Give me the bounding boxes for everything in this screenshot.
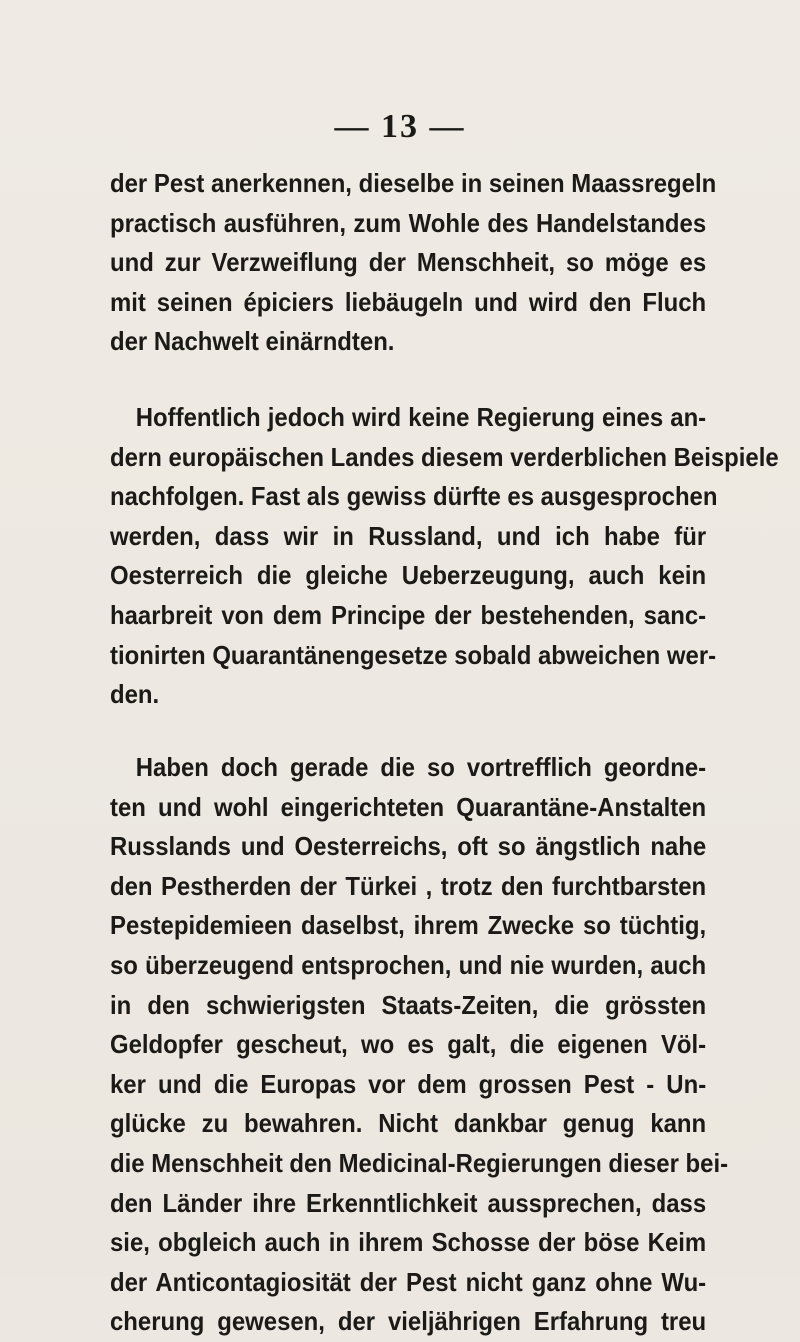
text-line: practisch ausführen, zum Wohle des Handelstandes xyxy=(110,207,707,238)
text-line: der Anticontagiosität der Pest nicht ganz ohne Wu- xyxy=(110,1266,707,1297)
page-number: — 13 — xyxy=(334,108,466,145)
text-line: Oesterreich die gleiche Ueberzeugung, auch kein xyxy=(110,560,707,591)
text-line: Haben doch gerade die so vortrefflich geordne- xyxy=(135,752,707,782)
text-line: Geldopfer gescheut, wo es galt, die eigenen Völ- xyxy=(110,1029,707,1060)
text-line: der Pest anerkennen, dieselbe in seinen Maassregeln xyxy=(110,168,717,198)
paragraph-1 xyxy=(110,164,717,362)
text-line: Russlands und Oesterreichs, oft so ängstlich nahe xyxy=(110,831,707,862)
text-line: dern europäischen Landes diesem verderblichen Beispiele xyxy=(110,441,779,472)
text-line: Pestepidemieen daselbst, ihrem Zwecke so tüchtig, xyxy=(110,910,707,941)
text-line: haarbreit von dem Principe der bestehenden, sanc- xyxy=(110,599,707,630)
paragraph-3 xyxy=(110,748,729,1342)
text-line: tionirten Quarantänengesetze sobald abweichen wer- xyxy=(110,639,717,670)
text-line: werden, dass wir in Russland, und ich habe für xyxy=(110,520,707,551)
text-line: nachfolgen. Fast als gewiss dürfte es ausgesprochen xyxy=(110,481,718,512)
text-line: und zur Verzweiflung der Menschheit, so möge es xyxy=(110,247,707,278)
text-line: ker und die Europas vor dem grossen Pest - Un- xyxy=(110,1068,707,1099)
text-line: so überzeugend entsprochen, und nie wurden, auch xyxy=(110,949,707,980)
text-line: den Pestherden der Türkei , trotz den furchtbarsten xyxy=(110,870,707,901)
text-line: in den schwierigsten Staats-Zeiten, die grössten xyxy=(110,989,707,1020)
text-line: den Länder ihre Erkenntlichkeit aussprechen, dass xyxy=(110,1187,707,1218)
text-line: den. xyxy=(110,679,160,710)
paragraph-2 xyxy=(110,398,779,715)
text-line: sie, obgleich auch in ihrem Schosse der böse Keim xyxy=(110,1227,707,1258)
text-line: ten und wohl eingerichteten Quarantäne-Anstalten xyxy=(110,791,707,822)
text-line: die Menschheit den Medicinal-Regierungen dieser bei- xyxy=(110,1147,729,1178)
text-line: Hoffentlich jedoch wird keine Regierung eines an- xyxy=(135,402,707,432)
text-line: glücke zu bewahren. Nicht dankbar genug kann xyxy=(110,1108,707,1139)
text-line: cherung gewesen, der vieljährigen Erfahrung treu xyxy=(110,1306,707,1337)
text-line: der Nachwelt einärndten. xyxy=(110,326,395,357)
text-line: mit seinen épiciers liebäugeln und wird den Fluch xyxy=(110,286,707,317)
